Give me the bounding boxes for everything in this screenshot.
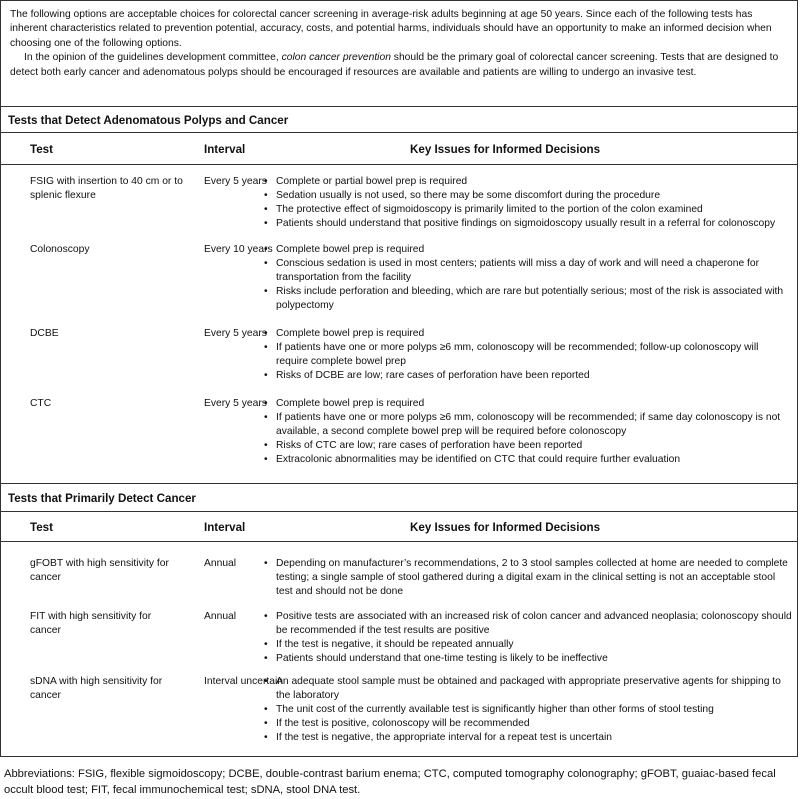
s2-row2-interval: Annual: [204, 611, 237, 622]
s1-row4-interval: Every 5 years: [204, 398, 267, 409]
s1-row3-issues: [262, 327, 792, 383]
list-item: • The protective effect of sigmoidoscopy is primarily limited to the portion of the colon examined: [262, 203, 792, 217]
list-item: • Risks of DCBE are low; rare cases of perforation have been reported: [262, 369, 792, 383]
list-item: • If patients have one or more polyps ≥6 mm, colonoscopy will be recommended; follow-up colonoscopy will require complete bowel prep: [262, 341, 792, 369]
list-item: • Complete bowel prep is required: [262, 243, 792, 257]
list-item: • Risks of CTC are low; rare cases of perforation have been reported: [262, 439, 792, 453]
section2-header-issues: Key Issues for Informed Decisions: [410, 521, 601, 534]
list-item: • Complete bowel prep is required: [262, 327, 792, 341]
section2-title: Tests that Primarily Detect Cancer: [8, 492, 196, 505]
s2-row3-interval: Interval uncertain: [204, 676, 283, 687]
section2-header-interval: Interval: [204, 521, 246, 534]
s1-row2-test: Colonoscopy: [30, 244, 90, 255]
list-item: • Patients should understand that one-time testing is likely to be ineffective: [262, 652, 792, 666]
list-item: • If the test is negative, it should be repeated annually: [262, 638, 792, 652]
s2-row3-test: sDNA with high sensitivity for cancer: [30, 676, 163, 701]
list-item: • An adequate stool sample must be obtained and packaged with appropriate preservative agents for shipping to the laboratory: [262, 675, 792, 703]
intro-p2-end: should be the primary goal of colorectal cancer screening. Tests that are designed to detect both early cancer and adenomatous polyps should be encouraged if resources are available and patients are willing to undergo an invasive test.: [10, 52, 779, 78]
section1-header-rule: [1, 164, 797, 165]
section2-top-rule: [1, 483, 797, 484]
list-item: • Complete bowel prep is required: [262, 397, 792, 411]
list-item: • If the test is positive, colonoscopy will be recommended: [262, 717, 792, 731]
s1-row2-issues: [262, 243, 792, 313]
list-item: • The unit cost of the currently available test is significantly higher than other forms of stool testing: [262, 703, 792, 717]
list-item: • Extracolonic abnormalities may be identified on CTC that could require further evaluation: [262, 453, 792, 467]
section1-title-rule: [1, 132, 797, 133]
section2-header-rule: [1, 541, 797, 542]
section1-header-test: Test: [30, 143, 53, 156]
s1-row1-interval: Every 5 years: [204, 176, 267, 187]
list-item: • If patients have one or more polyps ≥6 mm, colonoscopy will be recommended; if same day colonoscopy is not available, a second complete bowel prep will be required before colonoscopy: [262, 411, 792, 439]
intro-paragraph-2: [10, 51, 790, 80]
s2-row1-test: gFOBT with high sensitivity for cancer: [30, 558, 169, 583]
s1-row2-interval: Every 10 years: [204, 244, 273, 255]
intro-text: [10, 8, 790, 80]
list-item: • If the test is negative, the appropriate interval for a repeat test is uncertain: [262, 731, 792, 745]
list-item: • Risks include perforation and bleeding, which are rare but potentially serious; most of the risk is associated with polypectomy: [262, 285, 792, 313]
section2-header-test: Test: [30, 521, 53, 534]
intro-paragraph-1: The following options are acceptable choices for colorectal cancer screening in average-risk adults beginning at age 50 years. Since each of the following tests has inherent characteristics related to prevention potential, accuracy, costs, and potential harms, individuals should have an opportunity to make an informed decision when choosing one of the following options.: [10, 9, 772, 49]
s2-row3-issues: [262, 675, 792, 745]
list-item: • Patients should understand that positive findings on sigmoidoscopy usually result in a referral for colonoscopy: [262, 217, 792, 231]
list-item: • Conscious sedation is used in most centers; patients will miss a day of work and will need a chaperone for transportation from the facility: [262, 257, 792, 285]
list-item: • Sedation usually is not used, so there may be some discomfort during the procedure: [262, 189, 792, 203]
s1-row4-test: CTC: [30, 398, 52, 409]
s1-row4-issues: [262, 397, 792, 467]
section1-title: Tests that Detect Adenomatous Polyps and Cancer: [8, 114, 289, 127]
list-item: • Depending on manufacturer’s recommendations, 2 to 3 stool samples collected at home are needed to complete testing; a single sample of stool gathered during a digital exam in the clinical setting is not an acceptable stool test and should not be done: [262, 557, 792, 599]
s1-row3-test: DCBE: [30, 328, 59, 339]
s2-row1-issues: [262, 557, 792, 599]
section1-header-interval: Interval: [204, 143, 246, 156]
section2-title-rule: [1, 511, 797, 512]
s2-row2-issues: [262, 610, 792, 666]
intro-p2-emphasis: colon cancer prevention: [281, 52, 391, 64]
s1-row1-test: FSIG with insertion to 40 cm or to splenic flexure: [30, 176, 183, 201]
section1-top-rule: [1, 106, 797, 107]
list-item: • Positive tests are associated with an increased risk of colon cancer and advanced neoplasia; colonoscopy should be recommended if the test results are positive: [262, 610, 792, 638]
s1-row1-issues: [262, 175, 792, 231]
section1-header-issues: Key Issues for Informed Decisions: [410, 143, 601, 156]
list-item: • Complete or partial bowel prep is required: [262, 175, 792, 189]
s1-row3-interval: Every 5 years: [204, 328, 267, 339]
intro-p2-start: In the opinion of the guidelines development committee,: [24, 52, 282, 64]
s2-row2-test: FIT with high sensitivity for cancer: [30, 611, 152, 636]
abbreviations-footnote: Abbreviations: FSIG, flexible sigmoidoscopy; DCBE, double-contrast barium enema; CTC, computed tomography colonography; gFOBT, guaiac-based fecal occult blood test; FIT, fecal immunochemical test; sDNA, stool DNA test.: [4, 768, 776, 796]
s2-row1-interval: Annual: [204, 558, 237, 569]
